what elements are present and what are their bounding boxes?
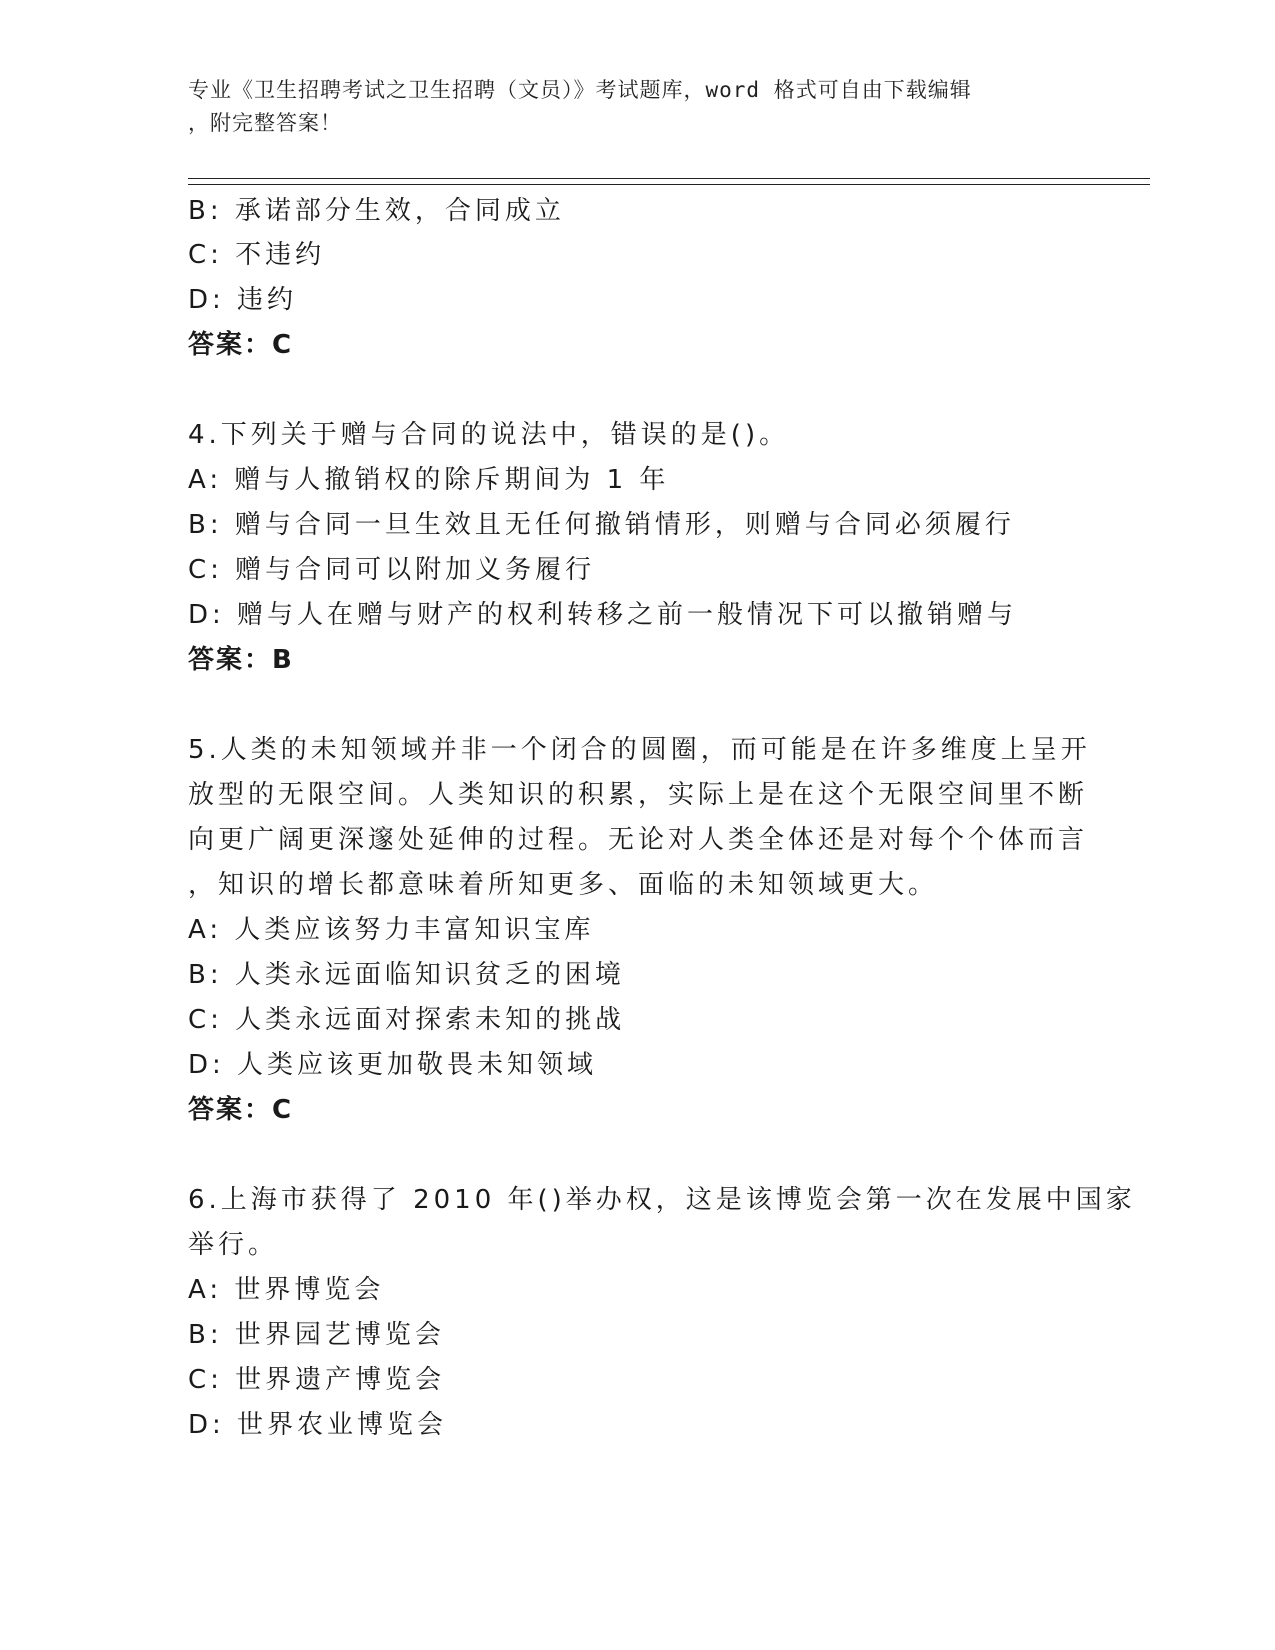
q6-option-a: A: 世界博览会 <box>188 1275 385 1305</box>
q6-stem-line-2: 举行。 <box>188 1230 279 1260</box>
q3-option-c: C: 不违约 <box>188 240 326 270</box>
q5-stem-line-2: 放型的无限空间。人类知识的积累，实际上是在这个无限空间里不断 <box>188 780 1089 810</box>
q6-option-b: B: 世界园艺博览会 <box>188 1320 445 1350</box>
q4-option-b: B: 赠与合同一旦生效且无任何撤销情形，则赠与合同必须履行 <box>188 510 1015 540</box>
q5-stem-line-4: ，知识的增长都意味着所知更多、面临的未知领域更大。 <box>188 870 939 900</box>
q4-stem: 4.下列关于赠与合同的说法中，错误的是()。 <box>188 420 790 450</box>
q5-stem-line-3: 向更广阔更深邃处延伸的过程。无论对人类全体还是对每个个体而言 <box>188 825 1089 855</box>
q3-option-d: D: 违约 <box>188 285 298 315</box>
q5-option-a: A: 人类应该努力丰富知识宝库 <box>188 915 595 945</box>
q6-option-d: D: 世界农业博览会 <box>188 1410 448 1440</box>
q5-option-c: C: 人类永远面对探索未知的挑战 <box>188 1005 626 1035</box>
q3-answer: 答案：C <box>188 330 294 360</box>
q5-option-d: D: 人类应该更加敬畏未知领域 <box>188 1050 598 1080</box>
document-header <box>188 74 1088 140</box>
q4-option-c: C: 赠与合同可以附加义务履行 <box>188 555 596 585</box>
q4-option-a: A: 赠与人撤销权的除斥期间为 1 年 <box>188 465 670 495</box>
q4-answer: 答案：B <box>188 645 294 675</box>
header-line-1: 专业《卫生招聘考试之卫生招聘（文员）》考试题库，word 格式可自由下载编辑 <box>188 78 972 102</box>
q5-stem-line-1: 5.人类的未知领域并非一个闭合的圆圈，而可能是在许多维度上呈开 <box>188 735 1091 765</box>
q6-stem-line-1: 6.上海市获得了 2010 年()举办权，这是该博览会第一次在发展中国家 <box>188 1185 1136 1215</box>
header-line-2: ，附完整答案！ <box>188 111 342 135</box>
q5-option-b: B: 人类永远面临知识贫乏的困境 <box>188 960 625 990</box>
q3-option-b: B: 承诺部分生效，合同成立 <box>188 196 565 226</box>
q6-option-c: C: 世界遗产博览会 <box>188 1365 446 1395</box>
q4-option-d: D: 赠与人在赠与财产的权利转移之前一般情况下可以撤销赠与 <box>188 600 1018 630</box>
q5-answer: 答案：C <box>188 1095 294 1125</box>
header-divider <box>188 178 1150 185</box>
